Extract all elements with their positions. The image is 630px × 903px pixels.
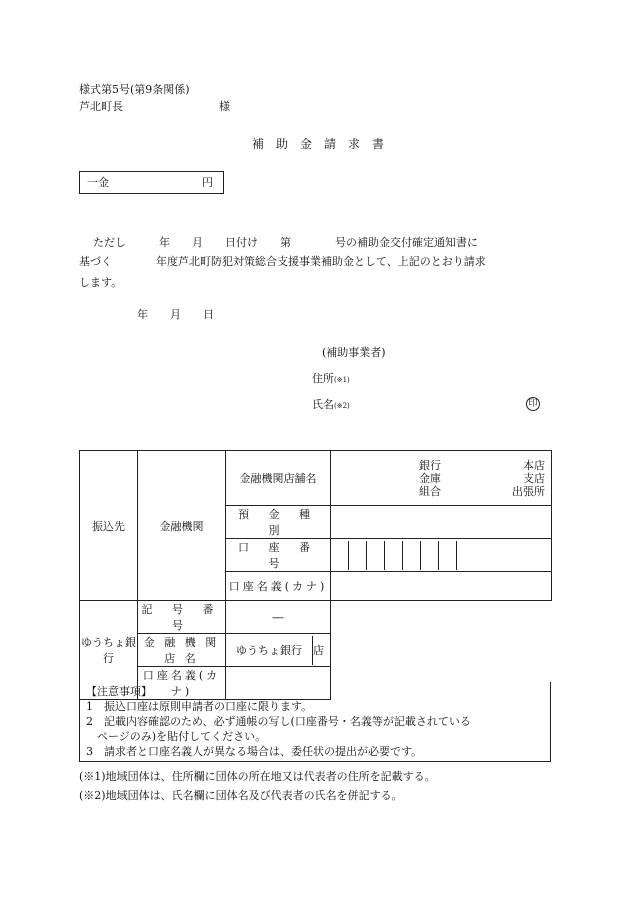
branch-type-1: 本店 [523, 458, 545, 472]
fin-branch-label: 金 融 機 関 店 名 [138, 634, 226, 667]
amount-unit: 円 [202, 176, 213, 189]
digit-box[interactable] [331, 541, 349, 570]
transfer-label: 振込先 [80, 451, 138, 601]
request-statement-cont [79, 251, 524, 293]
branch-name-label: 金融機関店舗名 [226, 451, 331, 506]
name-label: 氏名 [312, 398, 334, 411]
account-holder-label: 口座名義(カナ) [226, 572, 331, 601]
digit-box[interactable] [403, 541, 421, 570]
branch-type-2: 支店 [523, 471, 545, 485]
request-statement [93, 232, 538, 253]
digit-box[interactable] [349, 541, 367, 570]
address-note: (※1) [334, 376, 350, 384]
branch-name-field[interactable] [331, 451, 552, 506]
note-item: 2 記載内容確認のため、必ず通帳の写し(口座番号・名義等が記載されている [86, 715, 471, 728]
name-field[interactable] [312, 399, 350, 410]
branch-type-3: 出張所 [512, 484, 545, 498]
footnote-1: (※1)地域団体は、住所欄に団体の所在地又は代表者の住所を記載する。 [79, 770, 436, 783]
transfer-table [79, 450, 552, 700]
digit-box[interactable] [367, 541, 385, 570]
shop-suffix: 店 [313, 644, 324, 657]
date-line: 年 月 日 [137, 308, 214, 321]
account-number-label: 口 座 番 号 [226, 539, 331, 572]
bank-type-2: 金庫 [419, 471, 441, 485]
digit-box[interactable] [385, 541, 403, 570]
notes-heading: 【注意事項】 [86, 685, 152, 698]
notes-box [79, 682, 551, 762]
digit-box[interactable] [421, 541, 439, 570]
amount-prefix: 一金 [87, 176, 109, 189]
note-item: 1 振込口座は原則申請者の口座に限ります。 [86, 700, 313, 713]
amount-box[interactable] [79, 171, 224, 194]
note-item: ページのみ)を貼付してください。 [86, 730, 267, 743]
form-number: 様式第5号(第9条関係) [79, 83, 190, 96]
address-label: 住所 [312, 372, 334, 385]
seal-mark: 印 [526, 397, 540, 411]
honorific: 様 [219, 100, 230, 113]
financial-label: 金融機関 [138, 451, 226, 601]
name-note: (※2) [334, 402, 350, 410]
deposit-type-label: 預 金 種 別 [226, 506, 331, 539]
fin-branch-field[interactable] [226, 634, 331, 667]
page-title: 補助金請求書 [252, 137, 397, 151]
yucho-label: ゆうちょ銀行 [80, 601, 138, 700]
statement-line-3: します。 [79, 276, 123, 289]
account-number-field[interactable] [331, 539, 552, 572]
bank-type-1: 銀行 [419, 458, 441, 472]
footnote-2: (※2)地域団体は、氏名欄に団体名及び代表者の氏名を併記する。 [79, 789, 403, 802]
statement-line-1: ただし 年 月 日付け 第 号の補助金交付確定通知書に [93, 236, 478, 249]
bank-type-3: 組合 [419, 484, 441, 498]
digit-box[interactable] [439, 541, 457, 570]
symbol-number-label: 記 号 番 号 [138, 601, 226, 634]
note-item: 3 請求者と口座名義人が異なる場合は、委任状の提出が必要です。 [86, 745, 423, 758]
statement-line-2: 基づく 年度芦北町防犯対策総合支援事業補助金として、上記のとおり請求 [79, 255, 486, 268]
yucho-bank-text: ゆうちょ銀行 [226, 636, 313, 665]
address-field[interactable] [312, 373, 350, 384]
deposit-type-field[interactable] [331, 506, 552, 539]
symbol-number-field[interactable]: ― [226, 601, 331, 634]
yucho-holder-label: 口座名義(カナ) [138, 667, 226, 700]
addressee: 芦北町長 [79, 100, 123, 113]
applicant-heading: (補助事業者) [322, 346, 386, 359]
account-holder-field[interactable] [331, 572, 552, 601]
